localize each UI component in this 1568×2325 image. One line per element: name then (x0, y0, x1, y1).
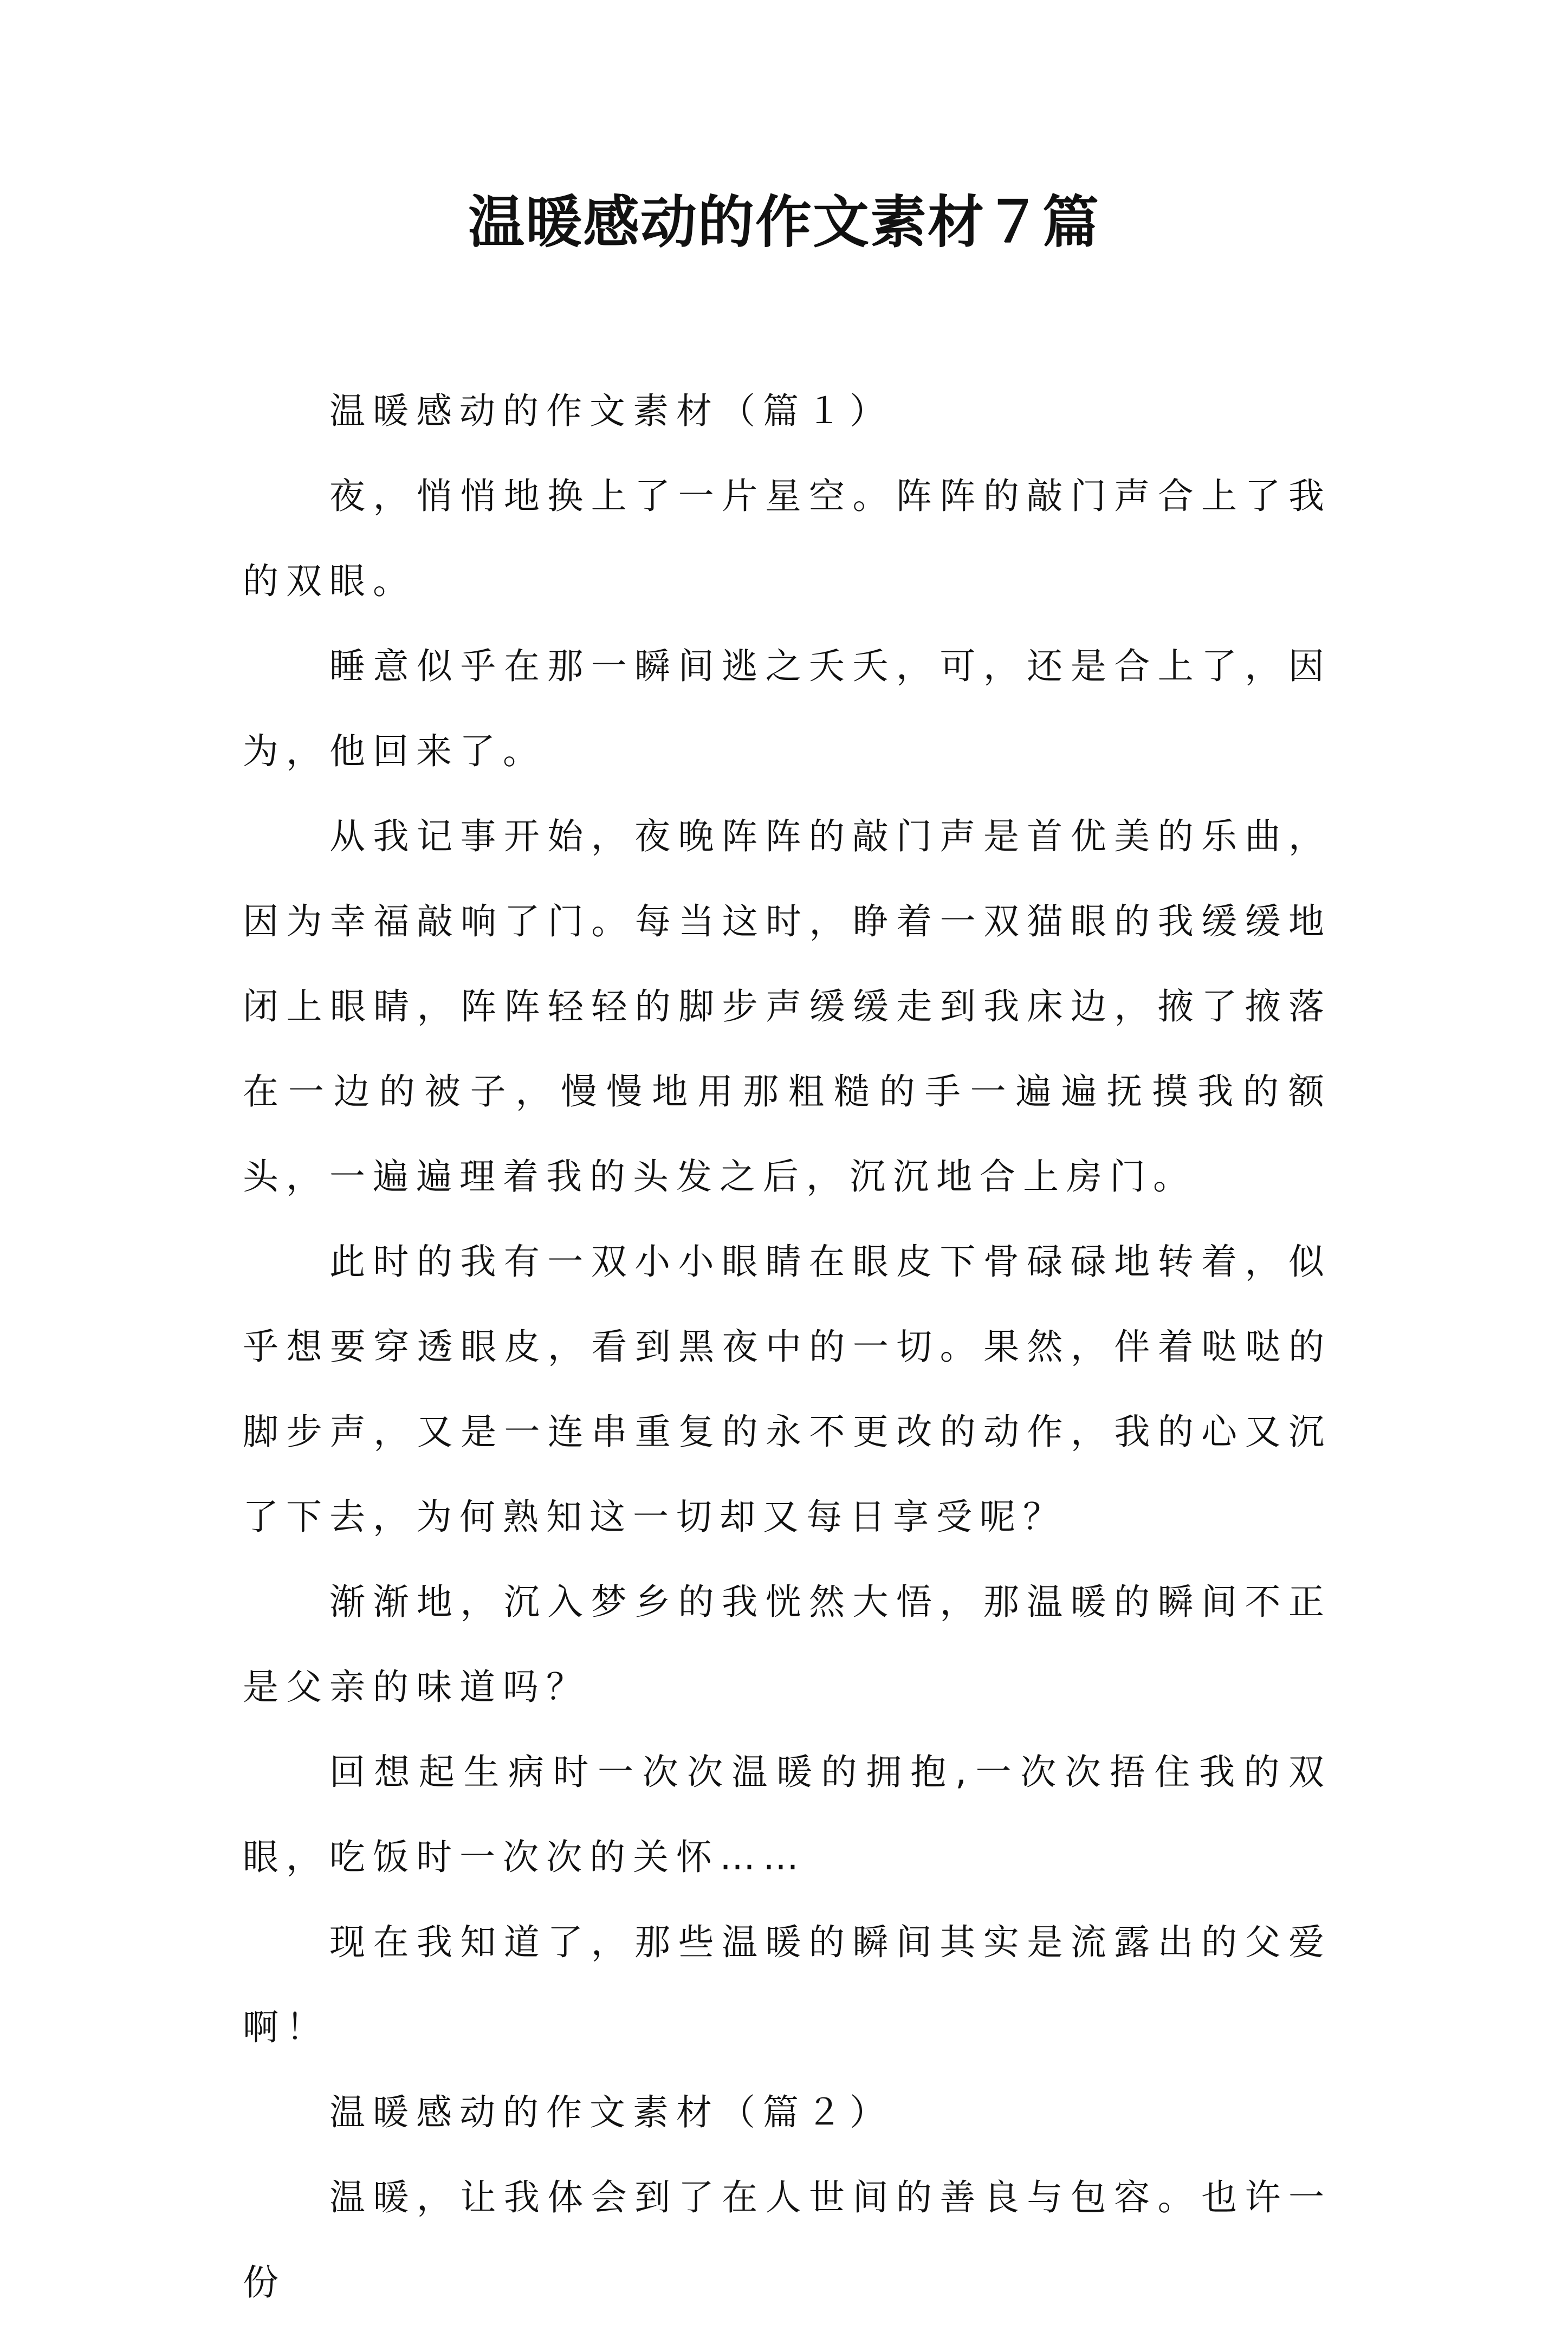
paragraph: 从我记事开始，夜晚阵阵的敲门声是首优美的乐曲，因为幸福敲响了门。每当这时，睁着一双猫眼的我缓缓地闭上眼睛，阵阵轻轻的脚步声缓缓走到我床边，掖了掖落在一边的被子，慢慢地用那粗糙的手一遍遍抚摸我的额头，一遍遍理着我的头发之后，沉沉地合上房门。 (243, 815, 1332, 1197)
paragraph: 夜，悄悄地换上了一片星空。阵阵的敲门声合上了我的双眼。 (243, 475, 1332, 602)
paragraph: 此时的我有一双小小眼睛在眼皮下骨碌碌地转着，似乎想要穿透眼皮，看到黑夜中的一切。果然，伴着哒哒的脚步声，又是一连串重复的永不更改的动作，我的心又沉了下去，为何熟知这一切却又每日享受呢？ (243, 1241, 1332, 1538)
document-title: 温暖感动的作文素材７篇 (468, 189, 1100, 255)
paragraph: 回想起生病时一次次温暖的拥抱,一次次捂住我的双眼，吃饭时一次次的关怀…… (243, 1751, 1332, 1878)
paragraph: 温暖，让我体会到了在人世间的善良与包容。也许一份 (243, 2177, 1332, 2303)
document-body (243, 368, 1332, 2325)
paragraph: 现在我知道了，那些温暖的瞬间其实是流露出的父爱啊！ (243, 1921, 1332, 2048)
paragraph: 睡意似乎在那一瞬间逃之夭夭，可，还是合上了，因为，他回来了。 (243, 645, 1332, 772)
section-heading-2: 温暖感动的作文素材（篇２） (329, 2091, 893, 2133)
section-heading-1: 温暖感动的作文素材（篇１） (329, 390, 893, 432)
paragraph: 渐渐地，沉入梦乡的我恍然大悟，那温暖的瞬间不正是父亲的味道吗？ (243, 1581, 1332, 1708)
